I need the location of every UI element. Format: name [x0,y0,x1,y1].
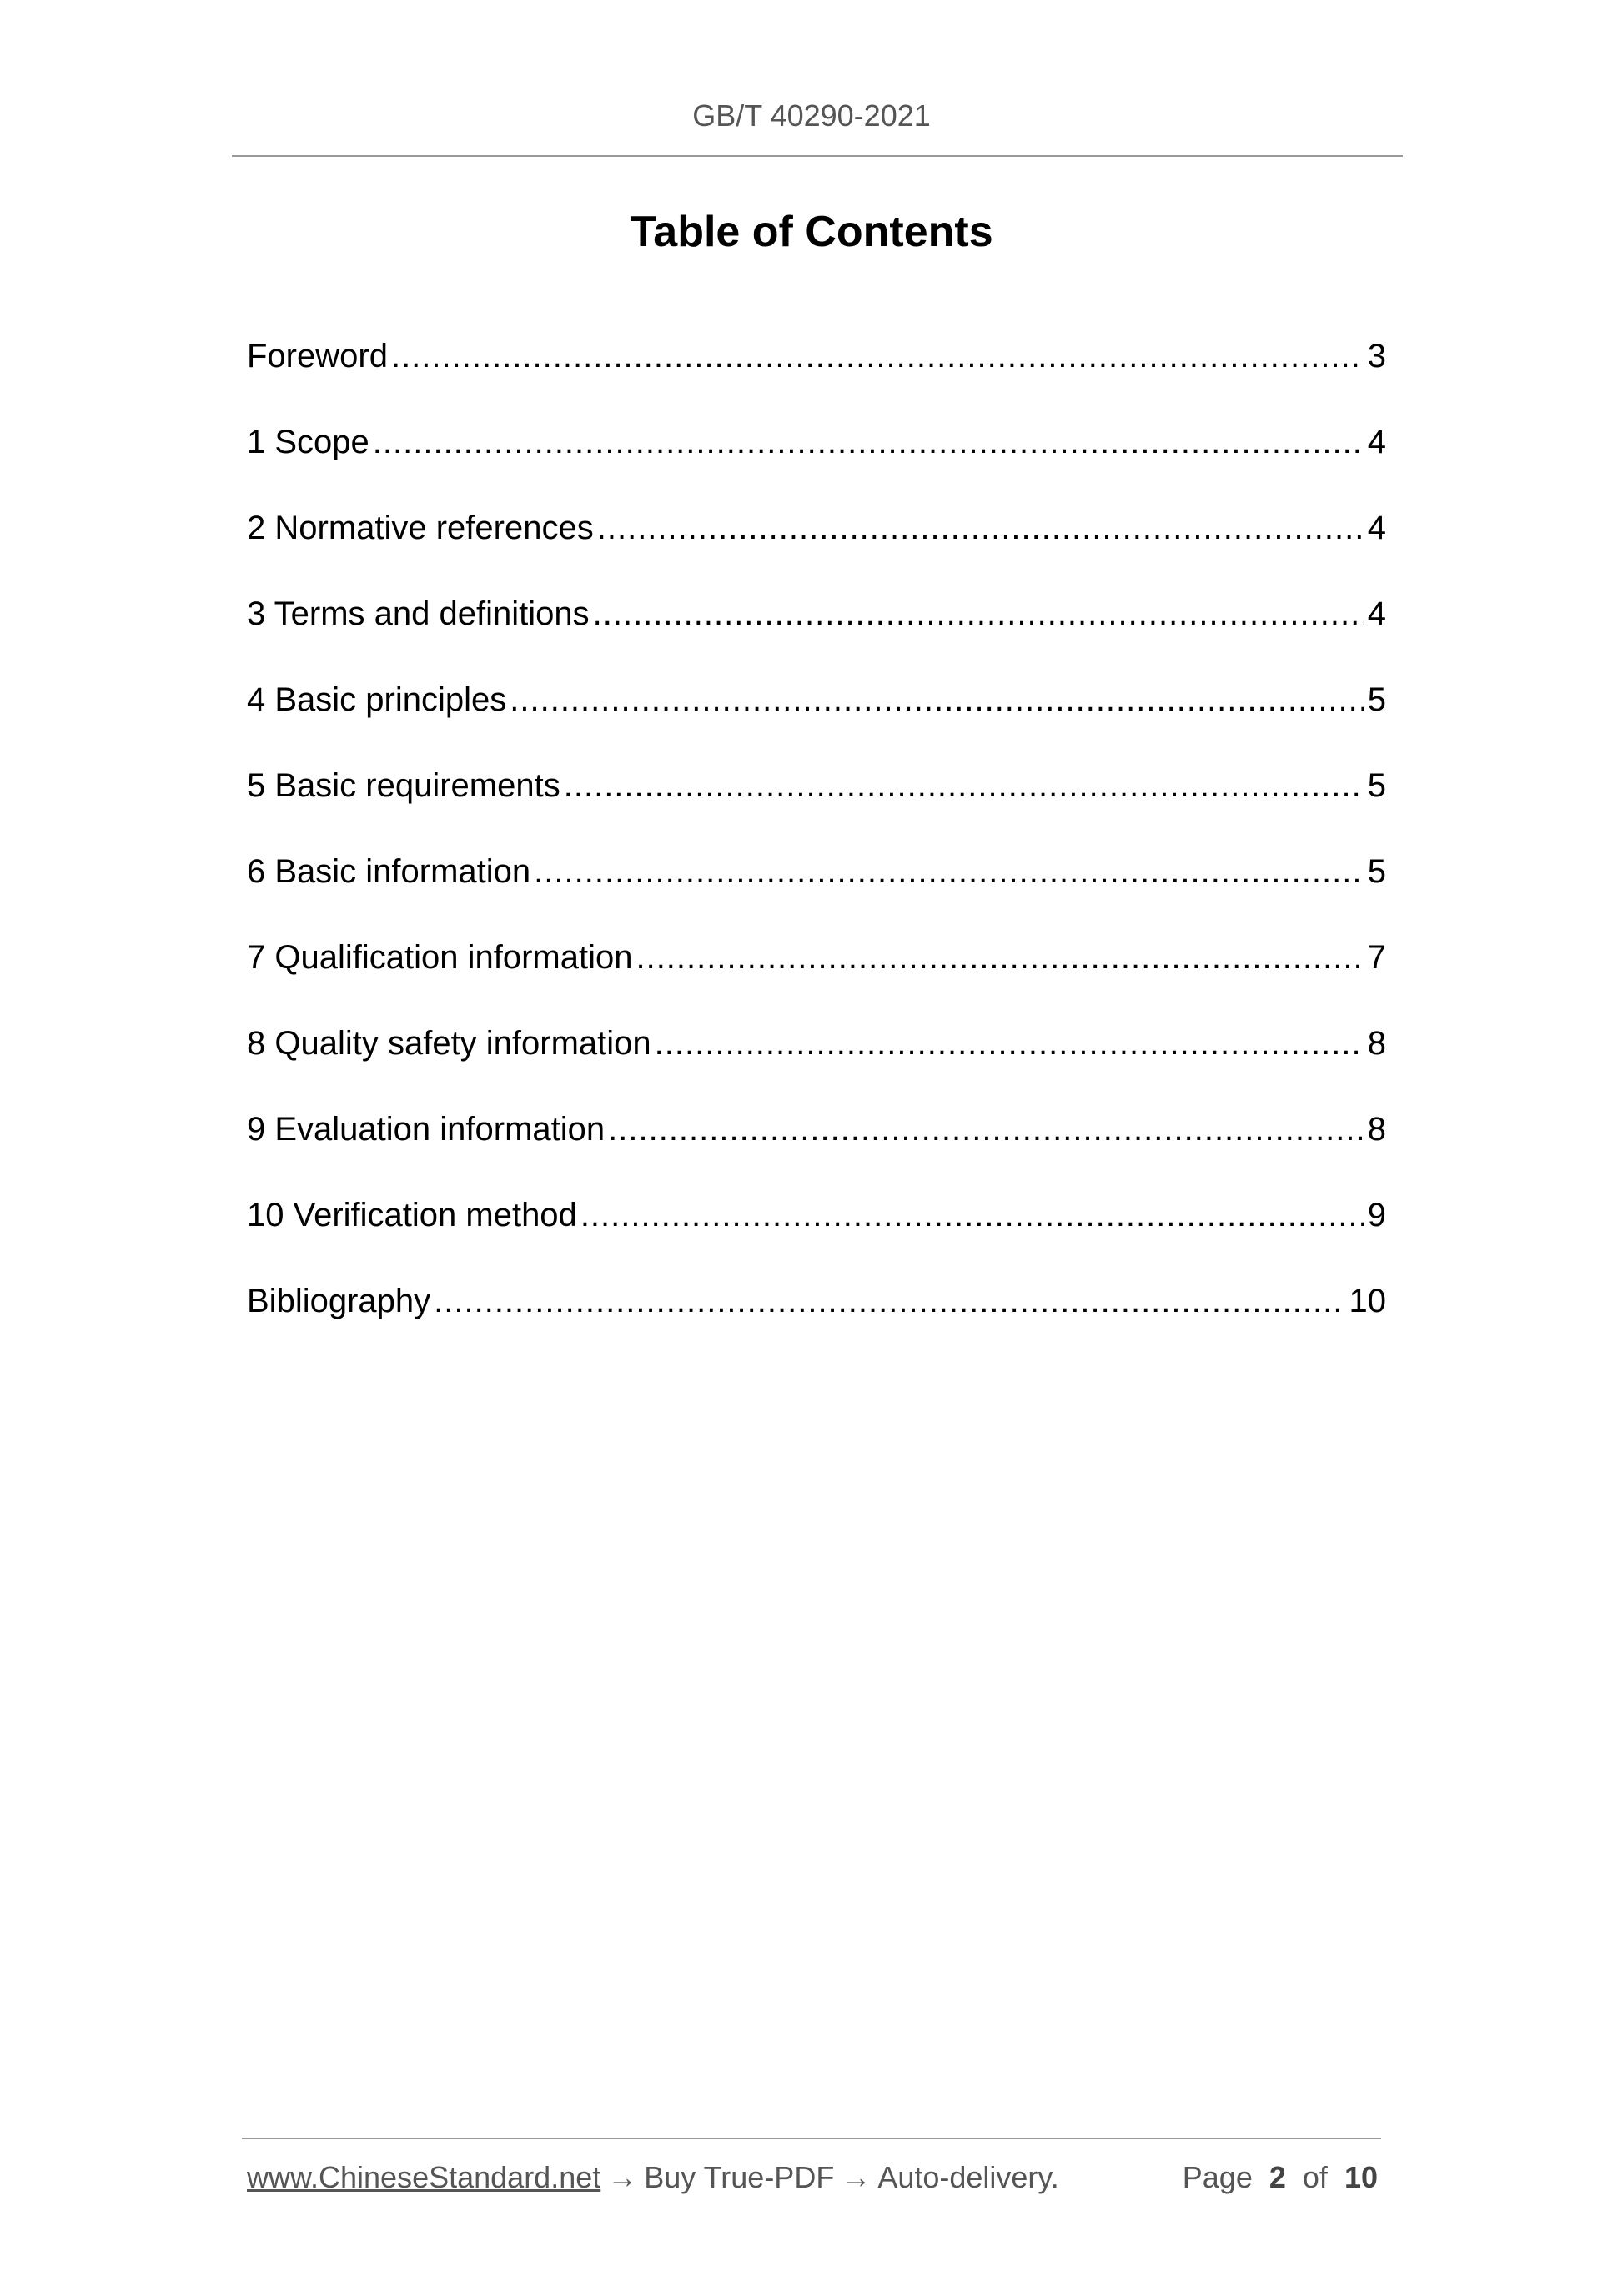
toc-entry-bibliography[interactable] [247,1283,1386,1369]
toc-entry-label: 1 Scope [247,424,369,460]
toc-dot-leader [580,1197,1364,1234]
total-pages: 10 [1344,2160,1378,2194]
toc-entry-qualification-information[interactable] [247,939,1386,1025]
toc-dot-leader [373,424,1364,461]
toc-entry-label: 4 Basic principles [247,681,507,718]
toc-entry-page: 4 [1367,424,1386,460]
toc-dot-leader [608,1111,1364,1148]
toc-entry-page: 4 [1367,510,1386,546]
toc-entry-basic-information[interactable] [247,853,1386,939]
current-page: 2 [1269,2160,1286,2194]
toc-dot-leader [391,338,1364,375]
arrow-right-icon: → [841,2160,872,2194]
toc-entry-page: 8 [1367,1025,1386,1062]
toc-dot-leader [434,1283,1345,1320]
toc-entry-label: 7 Qualification information [247,939,633,976]
footer-divider [242,2138,1381,2139]
toc-entry-evaluation-information[interactable] [247,1111,1386,1197]
toc-entry-page: 3 [1367,338,1386,374]
toc-entry-label: 3 Terms and definitions [247,595,590,632]
toc-entry-label: 8 Quality safety information [247,1025,651,1062]
toc-dot-leader [636,939,1364,977]
toc-entry-basic-principles[interactable] [247,681,1386,767]
toc-list [247,338,1386,1369]
toc-entry-page: 7 [1367,939,1386,976]
running-header: GB/T 40290-2021 [692,98,931,133]
toc-entry-foreword[interactable] [247,338,1386,424]
toc-entry-normative-references[interactable] [247,510,1386,595]
toc-dot-leader [534,853,1364,891]
toc-dot-leader [593,595,1364,633]
toc-entry-verification-method[interactable] [247,1197,1386,1283]
footer-promo [247,2160,1059,2195]
toc-entry-page: 5 [1367,853,1386,890]
toc-entry-label: 5 Basic requirements [247,767,560,804]
toc-dot-leader [597,510,1364,547]
page-title: Table of Contents [630,208,993,256]
toc-entry-label: 10 Verification method [247,1197,577,1233]
toc-entry-label: 9 Evaluation information [247,1111,605,1148]
toc-entry-page: 5 [1367,767,1386,804]
toc-dot-leader [564,767,1364,805]
footer-step-delivery: Auto-delivery. [877,2160,1059,2194]
toc-entry-page: 8 [1367,1111,1386,1148]
toc-entry-label: Foreword [247,338,388,374]
toc-entry-quality-safety-information[interactable] [247,1025,1386,1111]
toc-entry-label: 6 Basic information [247,853,531,890]
toc-entry-scope[interactable] [247,424,1386,510]
page-label: Page [1182,2160,1253,2194]
toc-entry-terms-and-definitions[interactable] [247,595,1386,681]
toc-dot-leader [510,681,1364,719]
toc-entry-label: Bibliography [247,1283,431,1319]
toc-entry-page: 9 [1367,1197,1386,1233]
toc-entry-page: 4 [1367,595,1386,632]
toc-entry-page: 5 [1367,681,1386,718]
page-footer [247,2160,1378,2195]
page-of-label: of [1302,2160,1328,2194]
toc-dot-leader [655,1025,1364,1063]
toc-entry-label: 2 Normative references [247,510,594,546]
arrow-right-icon: → [607,2160,638,2194]
toc-entry-basic-requirements[interactable] [247,767,1386,853]
footer-step-buy: Buy True-PDF [644,2160,835,2194]
page-number [1183,2160,1378,2195]
header-divider [232,155,1403,157]
website-link[interactable]: www.ChineseStandard.net [247,2160,601,2194]
toc-entry-page: 10 [1349,1283,1386,1319]
